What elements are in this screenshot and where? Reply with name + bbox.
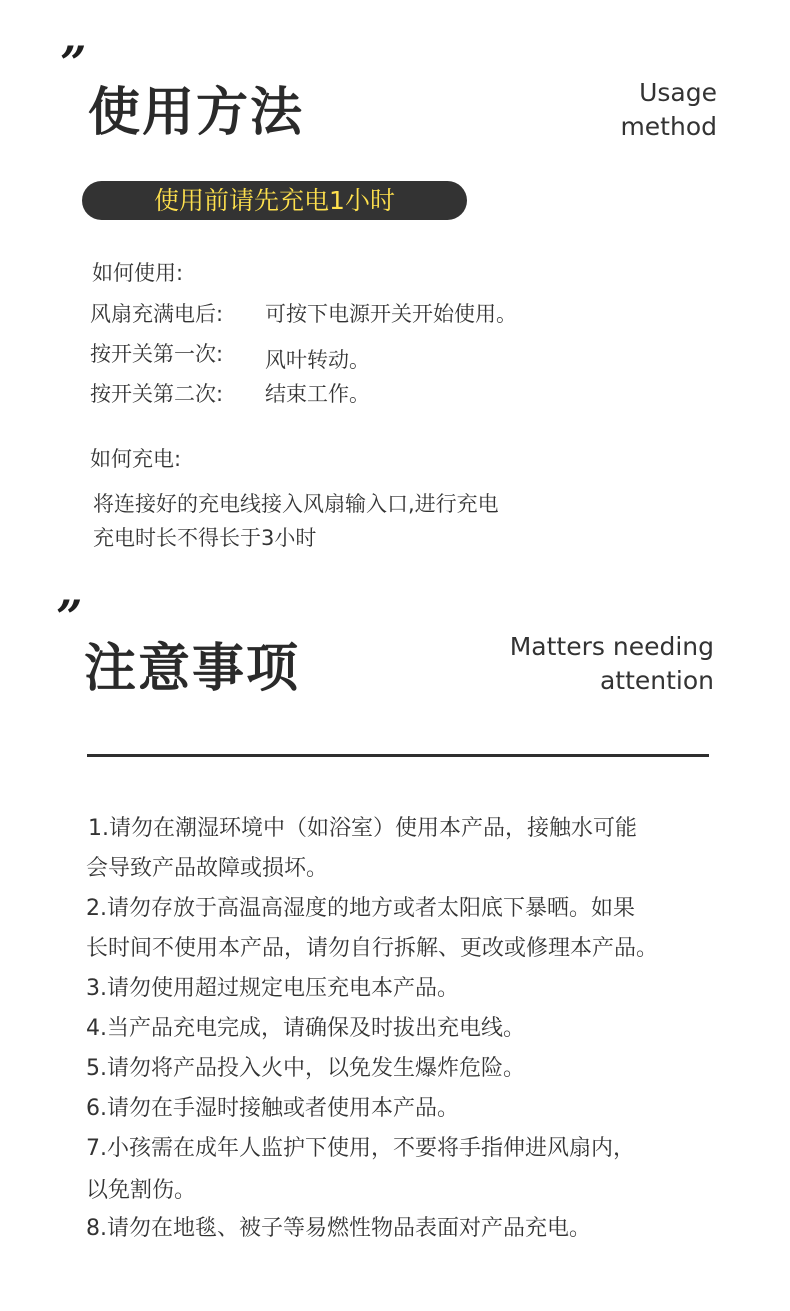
attention-title-en-line1: Matters needing — [509, 632, 714, 661]
attention-title-en — [510, 630, 714, 698]
note-line: 8.请勿在地毯、被子等易燃性物品表面对产品充电。 — [86, 1216, 591, 1241]
note-line: 长时间不使用本产品，请勿自行拆解、更改或修理本产品。 — [86, 936, 659, 961]
usage-title-en-line1: Usage — [639, 78, 717, 107]
usage-title-en-line2: method — [620, 112, 717, 141]
note-line: 5.请勿将产品投入火中，以免发生爆炸危险。 — [86, 1056, 525, 1081]
step-1-label: 风扇充满电后: — [90, 302, 224, 326]
note-line: 2.请勿存放于高温高湿度的地方或者太阳底下暴晒。如果 — [86, 896, 635, 921]
how-to-charge-label: 如何充电: — [90, 447, 182, 471]
note-line: 7.小孩需在成年人监护下使用，不要将手指伸进风扇内， — [86, 1136, 635, 1161]
usage-title-en — [620, 76, 717, 144]
charge-notice-badge: 使用前请先充电1小时 — [82, 181, 467, 220]
step-1-text: 可按下电源开关开始使用。 — [265, 302, 517, 326]
attention-title-en-line2: attention — [599, 666, 714, 695]
step-2-label: 按开关第一次: — [90, 342, 224, 366]
charge-line-1: 将连接好的充电线接入风扇输入口,进行充电 — [93, 492, 499, 516]
note-line: 以免割伤。 — [86, 1178, 197, 1203]
note-line: 3.请勿使用超过规定电压充电本产品。 — [86, 976, 459, 1001]
section-divider — [87, 754, 709, 757]
quote-mark-icon: ” — [56, 590, 80, 644]
quote-mark-icon: ” — [60, 36, 84, 90]
step-3-label: 按开关第二次: — [90, 382, 224, 406]
note-line: 1.请勿在潮湿环境中（如浴室）使用本产品，接触水可能 — [88, 816, 637, 841]
step-3-text: 结束工作。 — [265, 382, 370, 406]
step-2-text: 风叶转动。 — [265, 348, 370, 372]
usage-title: 使用方法 — [88, 83, 305, 143]
attention-title: 注意事项 — [84, 639, 301, 699]
note-line: 4.当产品充电完成，请确保及时拔出充电线。 — [86, 1016, 525, 1041]
note-line: 6.请勿在手湿时接触或者使用本产品。 — [86, 1096, 459, 1121]
note-line: 会导致产品故障或损坏。 — [86, 856, 329, 881]
how-to-use-label: 如何使用: — [92, 261, 184, 285]
charge-line-2: 充电时长不得长于3小时 — [93, 526, 317, 550]
